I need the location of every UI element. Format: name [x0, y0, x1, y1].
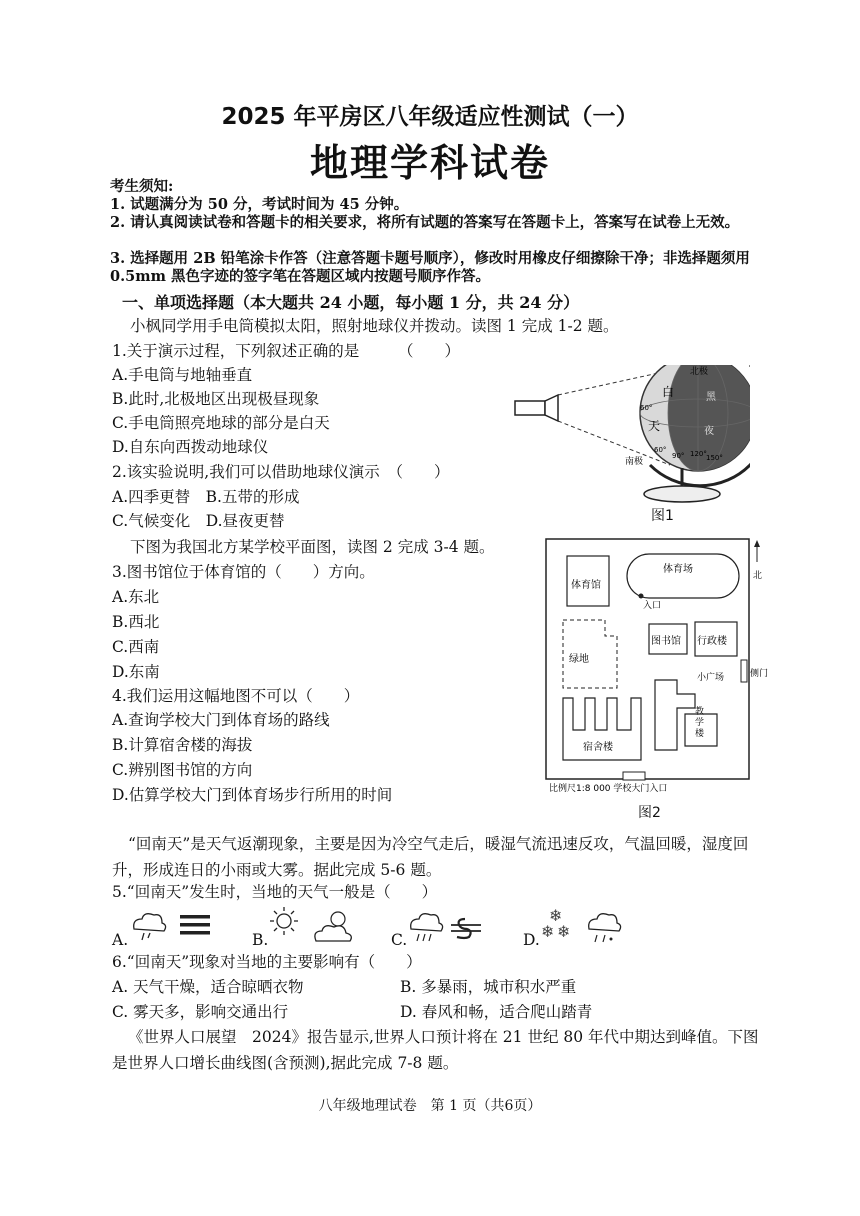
- q6-option-a: A. 天气干燥，适合晾晒衣物: [112, 978, 304, 996]
- moderate-rain-icon: [411, 914, 443, 941]
- figure-2-caption: 图2: [638, 805, 661, 821]
- q1-option-d: D.自东向西拨动地球仪: [112, 438, 269, 456]
- q1-option-c: C.手电筒照亮地球的部分是白天: [112, 414, 330, 432]
- green-label: 绿地: [569, 654, 589, 665]
- q1-option-a: A.手电筒与地轴垂直: [112, 366, 253, 384]
- day-label: 白: [662, 385, 675, 399]
- q2-options-cd: C.气候变化 D.昼夜更替: [112, 512, 285, 530]
- library-label: 图书馆: [651, 636, 681, 647]
- fog-icon: [180, 915, 210, 935]
- q4-option-c: C.辨别图书馆的方向: [112, 761, 253, 779]
- figure-1-labels: [620, 360, 750, 510]
- teaching-label-1: 教: [695, 707, 705, 717]
- entrance-label: 入口: [643, 601, 662, 611]
- q1-stem: 1.关于演示过程，下列叙述正确的是 （ ）: [112, 342, 461, 360]
- gym-label: 体育馆: [571, 580, 601, 591]
- figure-1-caption: 图1: [651, 508, 674, 524]
- sleet-icon: [589, 914, 621, 942]
- q5-option-c: [391, 905, 491, 949]
- notice-item-2: 2. 请认真阅读试卷和答题卡的相关要求，将所有试题的答案写在答题卡上，答案写在试卷上无效。: [110, 214, 740, 231]
- intro-fig1: 小枫同学用手电筒模拟太阳，照射地球仪并拨动。读图 1 完成 1-2 题。: [130, 317, 619, 335]
- q6-stem: 6.“回南天”现象对当地的主要影响有（ ）: [112, 953, 422, 971]
- intro-fig2: 下图为我国北方某学校平面图，读图 2 完成 3-4 题。: [130, 538, 495, 556]
- q6-option-c: C. 雾天多，影响交通出行: [112, 1003, 289, 1021]
- lon-90-label: 90°: [672, 452, 685, 460]
- q1-option-b: B.此时,北极地区出现极昼现象: [112, 390, 320, 408]
- q5-label-d: D.: [523, 931, 540, 949]
- q5-option-d: [523, 905, 633, 949]
- sandstorm-icon: [451, 919, 481, 938]
- q3-option-b: B.西北: [112, 613, 160, 631]
- svg-text:❄: ❄: [557, 922, 571, 941]
- plaza-label: 小广场: [697, 673, 725, 683]
- side-gate-label: 侧门: [750, 669, 769, 679]
- q4-option-d: D.估算学校大门到体育场步行所用的时间: [112, 786, 393, 804]
- q3-option-d: D.东南: [112, 663, 160, 681]
- light-rain-icon: [134, 914, 166, 940]
- q5-option-b: [252, 905, 362, 949]
- figure-2-school-map: [545, 538, 770, 798]
- lat-60-label-2: 60°: [640, 404, 653, 412]
- partly-cloudy-icon: [315, 912, 351, 941]
- q5-label-b: B.: [252, 931, 269, 949]
- q5-label-a: A.: [112, 931, 129, 949]
- q2-stem: 2.该实验说明,我们可以借助地球仪演示 （ ）: [112, 463, 450, 481]
- q5-stem: 5.“回南天”发生时，当地的天气一般是（ ）: [112, 883, 438, 901]
- snow-icon: [541, 906, 570, 941]
- lat-60-label: 60°: [654, 446, 667, 454]
- stadium-label: 体育场: [663, 564, 693, 575]
- subject-title: 地理学科试卷: [309, 141, 550, 185]
- q5-label-c: C.: [391, 931, 408, 949]
- notice-item-3: 3. 选择题用 2B 铅笔涂卡作答（注意答题卡题号顺序），修改时用橡皮仔细擦除干净；非选择题须用 0.5mm 黑色字迹的签字笔在答题区域内按题号顺序作答。: [110, 250, 750, 285]
- q3-stem: 3.图书馆位于体育馆的（ ）方向。: [112, 563, 375, 581]
- lon-150-label: 150°: [706, 454, 723, 462]
- dorm-label: 宿舍楼: [583, 742, 613, 753]
- q4-option-a: A.查询学校大门到体育场的路线: [112, 711, 330, 729]
- teaching-label-3: 楼: [695, 729, 705, 739]
- page-footer: 八年级地理试卷 第 1 页（共6页）: [318, 1098, 542, 1114]
- scale-label: 比例尺1:8 000 学校大门入口: [549, 784, 668, 794]
- q5-option-a: [112, 905, 222, 949]
- q6-option-d: D. 春风和畅，适合爬山踏青: [400, 1003, 593, 1021]
- south-pole-label: 南极: [625, 457, 644, 467]
- section-heading: 一、单项选择题（本大题共 24 小题，每小题 1 分，共 24 分）: [122, 293, 580, 312]
- q4-option-b: B.计算宿舍楼的海拔: [112, 736, 253, 754]
- svg-text:❄: ❄: [549, 906, 563, 925]
- notice-item-1: 1. 试题满分为 50 分，考试时间为 45 分钟。: [110, 196, 409, 213]
- north-label: 北: [753, 571, 763, 581]
- north-pole-label: 北极: [690, 367, 709, 377]
- q3-option-c: C.西南: [112, 638, 160, 656]
- svg-text:❄: ❄: [541, 922, 555, 941]
- admin-label: 行政楼: [697, 636, 727, 647]
- sunny-icon: [270, 907, 298, 935]
- exam-title: 2025 年平房区八年级适应性测试（一）: [221, 104, 639, 130]
- q6-option-b: B. 多暴雨，城市积水严重: [400, 978, 577, 996]
- night-label: 黑: [706, 392, 716, 403]
- day-label-2: 天: [648, 419, 661, 433]
- intro-population: 《世界人口展望 2024》报告显示,世界人口预计将在 21 世纪 80 年代中期达到峰值。下图是世界人口增长曲线图(含预测),据此完成 7-8 题。: [112, 1028, 759, 1072]
- intro-huinantian: “回南天”是天气返潮现象，主要是因为冷空气走后，暖湿气流迅速反攻，气温回暖，湿度回升，形成连日的小雨或大雾。据此完成 5-6 题。: [112, 835, 749, 879]
- teaching-label-2: 学: [695, 718, 705, 728]
- q3-option-a: A.东北: [112, 588, 160, 606]
- q2-options-ab: A.四季更替 B.五带的形成: [112, 488, 300, 506]
- night-label-2: 夜: [704, 426, 714, 437]
- lon-120-label: 120°: [690, 450, 707, 458]
- notice-heading: 考生须知:: [110, 178, 174, 195]
- q4-stem: 4.我们运用这幅地图不可以（ ）: [112, 687, 360, 705]
